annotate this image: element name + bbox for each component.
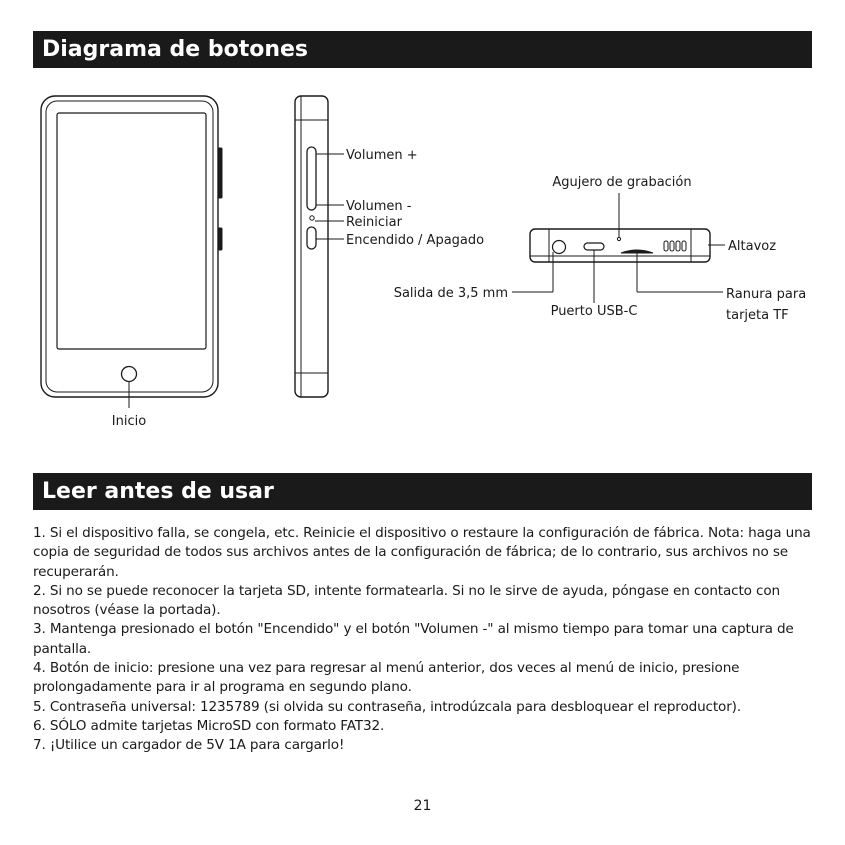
record-hole-label: Agujero de grabación [552,175,692,190]
usb-port-icon [584,243,604,250]
device-bottom-view [512,193,725,303]
restart-label: Reiniciar [346,215,402,230]
page-number: 21 [413,798,432,814]
usb-port-label: Puerto USB-C [550,304,638,319]
power-label: Encendido / Apagado [346,233,485,248]
audio-out-label: Salida de 3,5 mm [393,286,508,301]
instruction-item: 3. Mantenga presionado el botón "Encendido" y el botón "Volumen -" al mismo tiempo para tomar una captura de pantalla. [33,621,794,657]
instruction-item: 6. SÓLO admite tarjetas MicroSD con formato FAT32. [33,717,385,734]
instruction-item: 1. Si el dispositivo falla, se congela, etc. Reinicie el dispositivo o restaure la configuración de fábrica. Nota: haga una copia de seguridad de todos sus archivos antes de la configuración de fábrica; de lo contrario, sus archivos no se recuperarán. [33,525,811,580]
volume-down-label: Volumen - [346,199,412,214]
instruction-item: 5. Contraseña universal: 1235789 (si olvida su contraseña, introdúzcala para desbloquear el reproductor). [33,698,741,715]
power-button-icon [307,227,316,249]
mic-hole-icon [617,237,620,240]
home-label: Inicio [111,414,147,429]
instruction-item: 7. ¡Utilice un cargador de 5V 1A para cargarlo! [33,737,345,754]
instruction-item: 2. Si no se puede reconocer la tarjeta SD, intente formatearla. Si no le sirve de ayuda, póngase en contacto con nosotros (véase la portada). [33,582,780,619]
restart-hole-icon [310,216,314,220]
tf-slot-icon [621,250,653,253]
speaker-label: Altavoz [728,239,777,254]
read-before-use-title: Leer antes de usar [33,473,812,510]
volume-buttons-icon [307,147,316,210]
audio-jack-icon [553,241,566,254]
volume-up-label: Volumen + [346,148,418,163]
tf-slot-label-line1: Ranura para [726,287,807,302]
speaker-grille-icon [664,241,686,251]
instructions-list [33,524,813,756]
home-button-icon [122,367,137,382]
device-side-view [295,96,344,397]
device-front-view [41,96,222,408]
instruction-item: 4. Botón de inicio: presione una vez para regresar al menú anterior, dos veces al menú de inicio, presione prolongadamente para ir al programa en segundo plano. [33,660,740,696]
diagram-section-title: Diagrama de botones [33,31,812,68]
tf-slot-label-line2: tarjeta TF [726,308,789,323]
